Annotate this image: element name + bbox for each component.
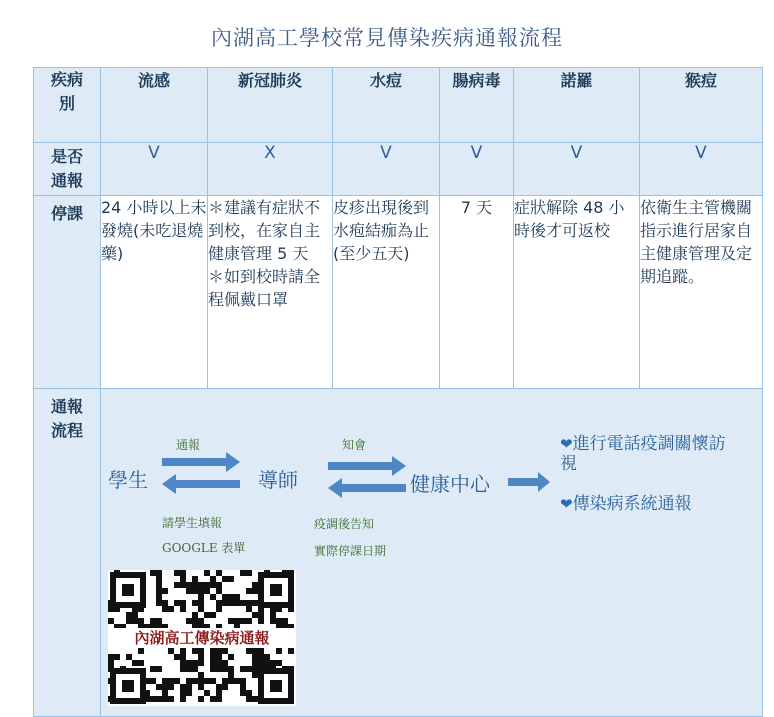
stop-row-label: 停課 <box>34 196 101 389</box>
stop-covid: ＊建議有症狀不到校，在家自主健康管理 5 天 ＊如到校時請全程佩戴口罩 <box>208 196 333 389</box>
report-covid: X <box>208 143 333 196</box>
page-title: 內湖高工學校常見傳染疾病通報流程 <box>211 26 563 50</box>
qr-code[interactable] <box>108 570 296 706</box>
flow-node-mentor: 導師 <box>258 468 298 492</box>
arrow1-bottom-label-1: 請學生填報 <box>162 516 223 530</box>
arrow1-top-label: 通報 <box>176 438 201 452</box>
disease-chickenpox: 水痘 <box>333 68 440 143</box>
disease-flu: 流感 <box>101 68 208 143</box>
report-row <box>34 143 763 196</box>
report-norovirus: V <box>514 143 640 196</box>
action-item-1 <box>560 434 730 474</box>
disease-mpox: 猴痘 <box>640 68 763 143</box>
arrow-pair-student-mentor <box>162 452 242 494</box>
flow-node-health-center: 健康中心 <box>410 472 490 496</box>
arrow-pair-mentor-health <box>328 456 408 498</box>
action-item-2-text: 傳染病系統通報 <box>572 494 692 514</box>
stop-mpox: 依衛生主管機關指示進行居家自主健康管理及定期追蹤。 <box>640 196 763 389</box>
stop-class-row <box>34 196 763 389</box>
arrow2-bottom-label-1: 疫調後告知 <box>314 517 375 531</box>
header-row-label: 疾病 別 <box>34 68 101 143</box>
arrow1-bottom-label-2: GOOGLE 表單 <box>162 541 246 555</box>
report-row-label: 是否 通報 <box>34 143 101 196</box>
disease-covid: 新冠肺炎 <box>208 68 333 143</box>
heart-icon: ❤ <box>560 495 573 513</box>
stop-flu: 24 小時以上未發燒(未吃退燒藥) <box>101 196 208 389</box>
report-flu: V <box>101 143 208 196</box>
stop-chickenpox: 皮疹出現後到水疱結痂為止(至少五天) <box>333 196 440 389</box>
disease-norovirus: 諾羅 <box>514 68 640 143</box>
heart-icon: ❤ <box>560 435 573 453</box>
arrow-health-actions <box>508 472 552 492</box>
flow-node-student: 學生 <box>108 468 148 492</box>
stop-norovirus: 症狀解除 48 小時後才可返校 <box>514 196 640 389</box>
qr-caption: 內湖高工傳染病通報 <box>108 628 296 648</box>
report-chickenpox: V <box>333 143 440 196</box>
arrow2-top-label: 知會 <box>342 438 367 452</box>
disease-header-row <box>34 68 763 143</box>
action-item-2 <box>560 494 740 514</box>
report-mpox: V <box>640 143 763 196</box>
stop-enterovirus: 7 天 <box>440 196 514 389</box>
disease-enterovirus: 腸病毒 <box>440 68 514 143</box>
report-enterovirus: V <box>440 143 514 196</box>
arrow2-bottom-label-2: 實際停課日期 <box>314 544 387 558</box>
action-item-1-text: 進行電話疫調關懷訪視 <box>560 434 726 474</box>
flow-row-label: 通報 流程 <box>34 389 101 717</box>
reporting-flow-diagram <box>100 384 762 705</box>
